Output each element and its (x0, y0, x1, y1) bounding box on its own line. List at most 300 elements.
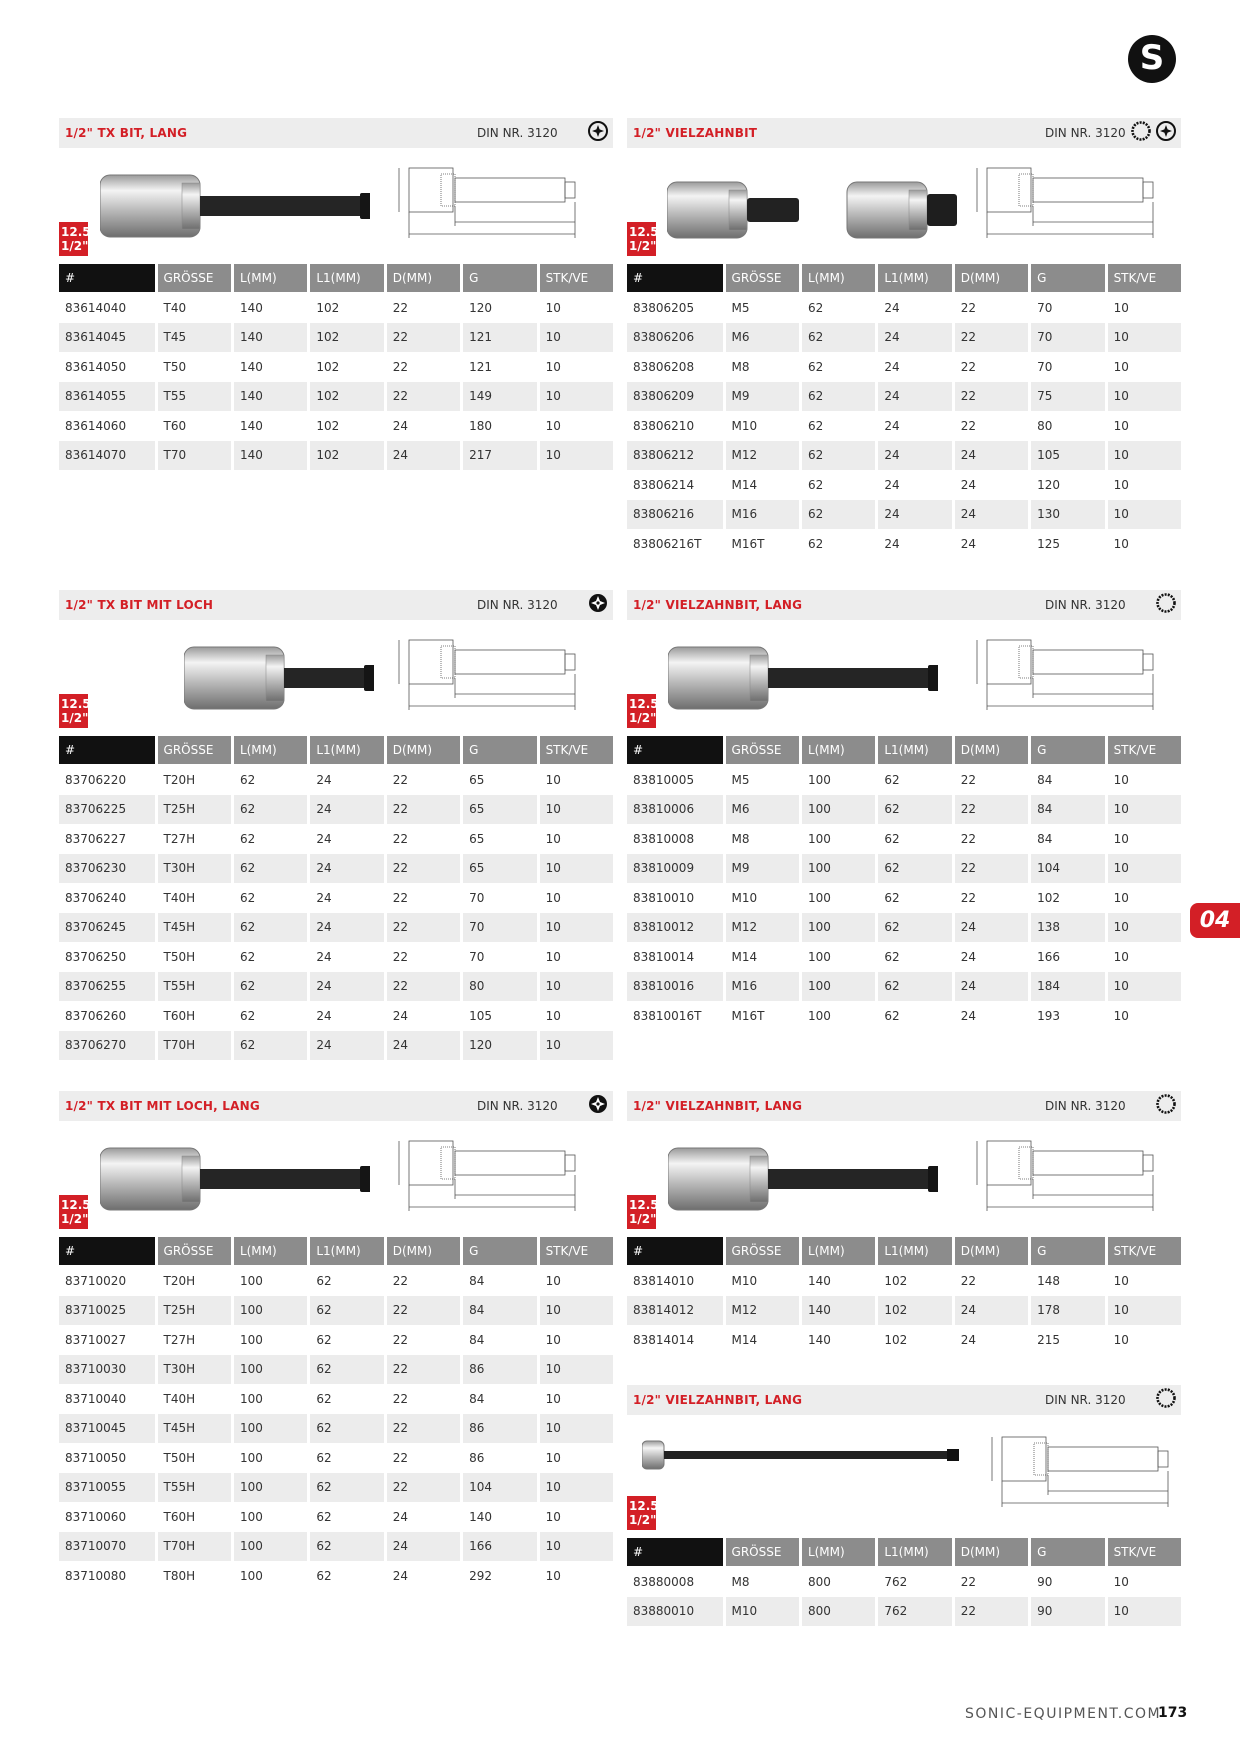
table-cell: M12 (726, 441, 799, 471)
table-cell: M5 (731, 300, 750, 315)
table-cell: T30H (158, 1355, 231, 1385)
table-cell: 83814012 (627, 1296, 723, 1326)
table-cell: 62 (234, 1031, 307, 1061)
table-cell: T60H (163, 1509, 196, 1524)
column-header: G (1031, 1237, 1104, 1266)
table-cell: 80 (1037, 418, 1053, 433)
column-header: L1(MM) (310, 264, 383, 293)
table-cell: 84 (469, 1391, 485, 1406)
section-header (627, 118, 1181, 148)
column-header: GRÖSSE (726, 264, 799, 293)
table-cell: 24 (955, 1296, 1028, 1326)
column-header: L1(MM) (878, 1237, 951, 1266)
column-header: # (627, 1237, 723, 1266)
column-header: L(MM) (234, 736, 307, 765)
table-row (627, 765, 1181, 795)
table-row (59, 352, 613, 382)
table-row (627, 1325, 1181, 1355)
table-cell: 62 (884, 949, 900, 964)
table-cell: 10 (1113, 418, 1129, 433)
table-cell: 10 (1108, 795, 1181, 825)
table-cell: 24 (310, 1031, 383, 1061)
table-cell: 762 (878, 1597, 951, 1627)
column-header: D(MM) (387, 736, 460, 765)
table-cell: 10 (545, 359, 561, 374)
table-cell: 83806216 (627, 500, 723, 530)
column-header: L1(MM) (878, 736, 951, 765)
product-table (56, 1237, 616, 1591)
table-cell: 104 (1031, 854, 1104, 884)
table-cell: 24 (878, 500, 951, 530)
table-cell: 83614040 (65, 300, 127, 315)
product-images (627, 620, 1181, 736)
table-cell: 10 (1113, 477, 1129, 492)
drive-size-badge (627, 222, 659, 256)
table-cell: T40 (163, 300, 187, 315)
column-header: # (627, 1538, 723, 1567)
table-row (627, 411, 1181, 441)
table-cell: 24 (387, 1031, 460, 1061)
table-cell: M8 (731, 1574, 750, 1589)
table-row (59, 1001, 613, 1031)
technical-drawing (967, 164, 1157, 251)
table-row (627, 972, 1181, 1002)
table-cell: M9 (726, 382, 799, 412)
table-cell: 10 (540, 913, 613, 943)
table-cell: T70 (158, 441, 231, 471)
table-cell: 24 (316, 772, 332, 787)
table-cell: 148 (1037, 1273, 1061, 1288)
badge-mm: 12.5 (61, 225, 91, 239)
table-cell: 62 (234, 972, 307, 1002)
badge-mm: 12.5 (629, 1198, 659, 1212)
table-cell: T50 (163, 359, 187, 374)
table-cell: 105 (1031, 441, 1104, 471)
product-photo (668, 638, 938, 723)
table-cell: 83814014 (633, 1332, 695, 1347)
table-cell: 120 (469, 300, 493, 315)
table-cell: 138 (1031, 913, 1104, 943)
table-cell: 104 (463, 1473, 536, 1503)
table-cell: 10 (1113, 772, 1129, 787)
section-title: 1/2" VIELZAHNBIT, LANG (633, 598, 803, 612)
table-cell: 84 (1037, 772, 1053, 787)
table-cell: 24 (392, 418, 409, 433)
table-cell: 62 (310, 1532, 383, 1562)
column-header: GRÖSSE (726, 736, 799, 765)
table-cell: 62 (807, 418, 824, 433)
column-header: G (1031, 1538, 1104, 1567)
table-cell: 10 (1108, 854, 1181, 884)
drive-size-badge (59, 222, 91, 256)
table-cell: 22 (392, 890, 409, 905)
table-cell: 10 (540, 1414, 613, 1444)
badge-mm: 12.5 (629, 1499, 659, 1513)
table-cell: 22 (387, 1473, 460, 1503)
table-cell: 24 (955, 913, 1028, 943)
table-cell: 140 (807, 1273, 831, 1288)
column-header: STK/VE (540, 1237, 613, 1266)
table-cell: 62 (807, 359, 824, 374)
column-header: D(MM) (955, 1538, 1028, 1567)
table-cell: 83806206 (627, 323, 723, 353)
table-cell: 84 (469, 1332, 485, 1347)
table-cell: 10 (1113, 1574, 1129, 1589)
table-cell: 24 (310, 913, 383, 943)
table-cell: 62 (316, 1273, 332, 1288)
table-cell: 105 (469, 1008, 493, 1023)
table-cell: 22 (387, 795, 460, 825)
table-cell: M12 (726, 1296, 799, 1326)
table-cell: 83706225 (59, 795, 155, 825)
table-cell: 10 (1113, 300, 1129, 315)
table-cell: 100 (234, 1414, 307, 1444)
table-cell: 22 (960, 1574, 977, 1589)
table-cell: 10 (1113, 1273, 1129, 1288)
table-cell: M16 (726, 500, 799, 530)
badge-inch: 1/2" (629, 711, 657, 725)
table-cell: 24 (392, 1509, 409, 1524)
product-photo (100, 1139, 370, 1224)
table-row (59, 323, 613, 353)
table-cell: 24 (955, 500, 1028, 530)
table-cell: 84 (463, 1296, 536, 1326)
table-cell: 83810008 (633, 831, 695, 846)
table-cell: 24 (884, 300, 900, 315)
technical-drawing (967, 636, 1157, 723)
table-row (59, 942, 613, 972)
table-cell: 10 (545, 1332, 561, 1347)
table-row (627, 382, 1181, 412)
table-row (59, 972, 613, 1002)
table-cell: 22 (960, 300, 977, 315)
table-cell: 10 (1108, 1597, 1181, 1627)
table-cell: 140 (239, 418, 263, 433)
product-table (56, 264, 616, 470)
table-cell: 10 (545, 418, 561, 433)
table-cell: 83706245 (59, 913, 155, 943)
section-title: 1/2" TX BIT MIT LOCH, LANG (65, 1099, 260, 1113)
table-cell: 22 (392, 1450, 409, 1465)
table-cell: 83710020 (65, 1273, 127, 1288)
table-cell: 62 (310, 1296, 383, 1326)
column-header: D(MM) (955, 736, 1028, 765)
column-header: G (1031, 736, 1104, 765)
section-header (627, 1091, 1181, 1121)
table-cell: 83710080 (65, 1568, 127, 1583)
table-row (59, 913, 613, 943)
torx-hole-icon (587, 1093, 609, 1120)
table-cell: 100 (239, 1509, 263, 1524)
table-row (627, 441, 1181, 471)
table-cell: 10 (1108, 972, 1181, 1002)
table-row (627, 795, 1181, 825)
column-header: L1(MM) (310, 736, 383, 765)
profile-icons (587, 122, 609, 144)
table-cell: 22 (387, 972, 460, 1002)
product-table (624, 1538, 1184, 1626)
table-cell: 22 (955, 1597, 1028, 1627)
column-header: STK/VE (540, 264, 613, 293)
table-cell: T27H (163, 831, 196, 846)
table-row (627, 1266, 1181, 1296)
table-cell: 24 (960, 1332, 977, 1347)
table-cell: 62 (234, 795, 307, 825)
product-images (627, 1415, 1181, 1538)
table-cell: 10 (1113, 831, 1129, 846)
table-cell: 62 (878, 795, 951, 825)
table-cell: 83710040 (65, 1391, 127, 1406)
table-cell: 10 (545, 1273, 561, 1288)
table-cell: 83806212 (627, 441, 723, 471)
table-cell: 83706250 (65, 949, 127, 964)
table-cell: 86 (469, 1450, 485, 1465)
badge-mm: 12.5 (61, 1198, 91, 1212)
table-cell: 10 (545, 772, 561, 787)
table-cell: 83810006 (627, 795, 723, 825)
technical-drawing (389, 164, 579, 251)
table-row (59, 382, 613, 412)
table-cell: 22 (960, 772, 977, 787)
table-cell: 62 (802, 382, 875, 412)
profile-icons (587, 1095, 609, 1117)
table-cell: 62 (239, 949, 256, 964)
table-cell: M9 (726, 854, 799, 884)
table-cell: 62 (878, 913, 951, 943)
table-cell: M16T (731, 1008, 765, 1023)
spline-icon (1130, 120, 1152, 147)
table-row (59, 1296, 613, 1326)
table-cell: 22 (387, 382, 460, 412)
badge-inch: 1/2" (61, 239, 89, 253)
table-cell: 70 (1037, 359, 1053, 374)
table-cell: 800 (802, 1597, 875, 1627)
brand-logo: S (1128, 35, 1176, 83)
table-cell: 83706227 (65, 831, 127, 846)
table-cell: 102 (310, 323, 383, 353)
table-cell: 84 (1037, 831, 1053, 846)
table-cell: 24 (878, 323, 951, 353)
table-cell: 10 (540, 1296, 613, 1326)
table-cell: T80H (163, 1568, 196, 1583)
technical-drawing (967, 1137, 1157, 1224)
table-cell: 24 (884, 477, 900, 492)
column-header: D(MM) (387, 1237, 460, 1266)
table-row (59, 1473, 613, 1503)
table-cell: 62 (239, 890, 256, 905)
table-row (59, 1031, 613, 1061)
table-cell: 22 (392, 772, 409, 787)
table-cell: 120 (463, 1031, 536, 1061)
table-cell: 83810016 (627, 972, 723, 1002)
section-tx-bit-mit-loch (59, 590, 613, 1060)
table-cell: T60 (163, 418, 187, 433)
table-row (59, 441, 613, 471)
table-cell: 22 (387, 1414, 460, 1444)
table-cell: 22 (960, 1273, 977, 1288)
table-row (627, 352, 1181, 382)
column-header: # (627, 264, 723, 293)
table-cell: T50H (163, 1450, 196, 1465)
table-cell: 100 (807, 890, 831, 905)
table-cell: 62 (316, 1391, 332, 1406)
table-cell: 70 (1031, 323, 1104, 353)
table-row (59, 1355, 613, 1385)
table-cell: 100 (807, 949, 831, 964)
torx-hole-icon (587, 592, 609, 619)
table-cell: 70 (463, 913, 536, 943)
table-cell: 83806205 (633, 300, 695, 315)
table-cell: 86 (463, 1355, 536, 1385)
table-cell: 140 (234, 382, 307, 412)
table-cell: 100 (807, 831, 831, 846)
table-cell: 62 (310, 1414, 383, 1444)
table-cell: 10 (540, 972, 613, 1002)
column-header: L(MM) (802, 1538, 875, 1567)
table-cell: 24 (310, 972, 383, 1002)
column-header: # (59, 264, 155, 293)
table-cell: 100 (234, 1532, 307, 1562)
table-cell: 83706220 (65, 772, 127, 787)
section-title: 1/2" VIELZAHNBIT (633, 126, 758, 140)
table-cell: 10 (1113, 1008, 1129, 1023)
din-number: DIN NR. 3120 (1045, 1099, 1126, 1113)
table-cell: 100 (807, 772, 831, 787)
table-cell: 24 (387, 441, 460, 471)
table-cell: M10 (731, 418, 758, 433)
product-photo (100, 166, 370, 251)
product-images (627, 148, 1181, 264)
table-cell: 10 (540, 1473, 613, 1503)
drive-size-badge (627, 1195, 659, 1229)
table-cell: 140 (807, 1332, 831, 1347)
profile-icons (1155, 1095, 1177, 1117)
footer-website: SONIC-EQUIPMENT.COM (965, 1706, 1162, 1722)
table-cell: M5 (731, 772, 750, 787)
table-row (627, 883, 1181, 913)
column-header: D(MM) (955, 264, 1028, 293)
column-header: G (463, 264, 536, 293)
table-cell: 62 (884, 1008, 900, 1023)
product-table (624, 736, 1184, 1031)
table-row (627, 323, 1181, 353)
product-images (627, 1121, 1181, 1237)
product-photo (184, 638, 374, 723)
table-cell: 24 (316, 890, 332, 905)
table-cell: 62 (802, 500, 875, 530)
table-cell: 140 (802, 1296, 875, 1326)
din-number: DIN NR. 3120 (477, 598, 558, 612)
table-cell: 62 (807, 477, 824, 492)
table-row (627, 529, 1181, 559)
section-tx-bit-mit-loch-lang (59, 1091, 613, 1591)
table-cell: 83810012 (627, 913, 723, 943)
table-cell: 83710050 (65, 1450, 127, 1465)
table-cell: T45H (158, 1414, 231, 1444)
table-cell: 70 (469, 949, 485, 964)
table-cell: 65 (463, 854, 536, 884)
badge-inch: 1/2" (629, 1212, 657, 1226)
table-cell: 83806208 (633, 359, 695, 374)
table-cell: 22 (392, 300, 409, 315)
table-cell: 65 (469, 772, 485, 787)
table-cell: 22 (387, 1296, 460, 1326)
table-cell: 22 (392, 949, 409, 964)
table-cell: 83710055 (59, 1473, 155, 1503)
column-header: STK/VE (540, 736, 613, 765)
table-cell: 24 (960, 536, 977, 551)
section-title: 1/2" VIELZAHNBIT, LANG (633, 1393, 803, 1407)
table-row (59, 411, 613, 441)
table-cell: T45 (158, 323, 231, 353)
table-cell: 83814010 (633, 1273, 695, 1288)
table-cell: 83806209 (627, 382, 723, 412)
table-cell: 10 (540, 382, 613, 412)
table-cell: 70 (1037, 300, 1053, 315)
section-title: 1/2" VIELZAHNBIT, LANG (633, 1099, 803, 1113)
table-cell: 62 (802, 323, 875, 353)
product-table (624, 264, 1184, 559)
table-row (627, 824, 1181, 854)
product-photo (668, 1139, 938, 1224)
table-cell: T70H (158, 1031, 231, 1061)
table-cell: 140 (234, 323, 307, 353)
table-cell: 102 (316, 300, 340, 315)
table-row (627, 1567, 1181, 1597)
table-cell: 22 (392, 1332, 409, 1347)
section-title: 1/2" TX BIT, LANG (65, 126, 188, 140)
table-cell: M10 (726, 1597, 799, 1627)
table-cell: 24 (310, 854, 383, 884)
table-cell: 100 (802, 854, 875, 884)
technical-drawing (389, 636, 579, 723)
column-header: STK/VE (1108, 1237, 1181, 1266)
table-cell: 24 (316, 949, 332, 964)
table-cell: M16 (726, 972, 799, 1002)
table-cell: 62 (878, 972, 951, 1002)
table-cell: 83706260 (65, 1008, 127, 1023)
table-cell: 10 (545, 1008, 561, 1023)
product-photo (642, 1435, 962, 1480)
table-cell: 102 (310, 382, 383, 412)
column-header: STK/VE (1108, 1538, 1181, 1567)
column-header: L1(MM) (878, 1538, 951, 1567)
table-cell: 10 (540, 323, 613, 353)
table-cell: 140 (239, 359, 263, 374)
table-cell: 62 (239, 831, 256, 846)
table-row (627, 293, 1181, 323)
table-cell: 83706270 (59, 1031, 155, 1061)
table-cell: 121 (463, 323, 536, 353)
table-cell: T20H (163, 1273, 196, 1288)
table-cell: 86 (463, 1414, 536, 1444)
column-header: L(MM) (802, 1237, 875, 1266)
table-cell: 24 (316, 1008, 332, 1023)
table-cell: M14 (731, 477, 758, 492)
column-header: L1(MM) (878, 264, 951, 293)
drive-size-badge (627, 694, 659, 728)
section-vielzahnbit-lang-800 (627, 1385, 1181, 1626)
table-cell: 22 (392, 1391, 409, 1406)
table-cell: 102 (310, 441, 383, 471)
table-cell: 24 (960, 949, 977, 964)
table-cell: 83614055 (59, 382, 155, 412)
table-cell: 65 (463, 795, 536, 825)
table-cell: 22 (387, 1355, 460, 1385)
section-header (59, 590, 613, 620)
table-cell: 83810014 (633, 949, 695, 964)
table-cell: 24 (884, 359, 900, 374)
